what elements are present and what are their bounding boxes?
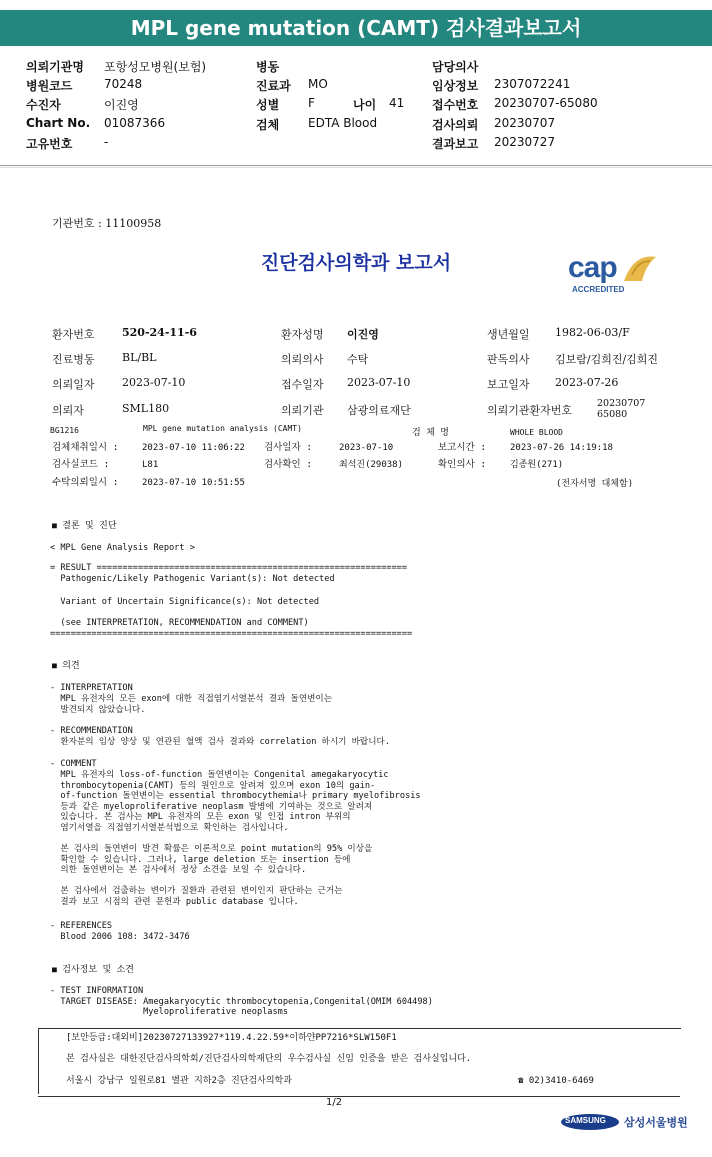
- header-label: 병동: [256, 60, 280, 74]
- test-detail-value: 2023-07-26 14:19:18: [510, 443, 613, 453]
- patient-label: 의뢰기관: [281, 404, 324, 417]
- header-value: -: [104, 135, 109, 149]
- header-label-age: 나이: [353, 98, 377, 112]
- interpretation-heading: - INTERPRETATION: [50, 683, 133, 693]
- test-detail-value: 2023-07-10 10:51:55: [142, 478, 245, 488]
- recommendation-line: 환자분의 임상 양상 및 연관된 혈액 검사 결과와 correlation 하시기 바랍니다.: [50, 737, 391, 747]
- patient-label: 의뢰의사: [281, 353, 324, 366]
- test-detail-value: L81: [142, 460, 159, 470]
- patient-label: 환자성명: [281, 328, 324, 341]
- header-label: 수진자: [26, 98, 61, 112]
- patient-label: 의뢰기관환자번호: [487, 404, 573, 417]
- header-value: 이진영: [104, 98, 139, 112]
- test-detail-value: 최석진(29038): [339, 460, 404, 470]
- header-label: 검사의뢰: [432, 118, 479, 132]
- comment-line: MPL 유전자의 loss-of-function 돌연변이는 Congenital amegakaryocytic: [50, 770, 389, 780]
- comment-line: 확인할 수 있습니다. 그러나, large deletion 또는 insertion 등에: [50, 854, 351, 865]
- header-label: 병원코드: [26, 79, 73, 93]
- comment-line: 본 검사에서 검출하는 변이가 질환과 관련된 변이인지 판단하는 근거는: [50, 886, 343, 896]
- patient-label: 접수일자: [281, 378, 324, 391]
- header-value: 20230707-65080: [494, 96, 598, 110]
- test-detail-label: 검체채취일시 :: [52, 442, 119, 453]
- header-value: MO: [308, 77, 328, 91]
- test-detail-label: 검사일자 :: [264, 442, 313, 453]
- test-detail-label: 수탁의뢰일시 :: [52, 477, 119, 488]
- patient-value: 삼광의료재단: [347, 404, 411, 417]
- header-divider-shadow: [0, 167, 712, 168]
- header-label: 결과보고: [432, 137, 479, 151]
- samsung-logo-text: SAMSUNG: [565, 1116, 606, 1125]
- comment-line: 의한 돌연변이는 본 검사에서 정상 소견을 보일 수 있습니다.: [50, 865, 307, 875]
- header-label: 고유번호: [26, 137, 73, 151]
- page-number: 1/2: [326, 1097, 343, 1108]
- header-label: 임상정보: [432, 79, 479, 93]
- hospital-name: 삼성서울병원: [624, 1116, 688, 1129]
- test-name: MPL gene mutation analysis (CAMT): [143, 424, 302, 433]
- header-label: 성별: [256, 98, 280, 112]
- test-detail-label: 검사실코드 :: [52, 459, 110, 470]
- reference-line: Blood 2006 108: 3472-3476: [50, 932, 190, 942]
- test-code: BG1216: [50, 426, 79, 435]
- comment-line: of-function 돌연변이는 essential thrombocythemia나 primary myelofibrosis: [50, 791, 421, 801]
- header-label: 접수번호: [432, 98, 479, 112]
- patient-label: 판독의사: [487, 353, 530, 366]
- header-label: 의뢰기관명: [26, 60, 84, 74]
- test-detail-label: 검사확인 :: [264, 459, 313, 470]
- header-value: 포항성모병원(보험): [104, 60, 207, 74]
- patient-value: BL/BL: [122, 351, 157, 364]
- patient-value: 김보람/김희진/김희진: [555, 353, 659, 366]
- test-information-line: - TEST INFORMATION: [50, 986, 144, 996]
- report-banner: MPL gene mutation (CAMT) 검사결과보고서: [0, 10, 712, 46]
- patient-value: 2023-07-10: [122, 376, 186, 389]
- header-value: 20230727: [494, 135, 556, 149]
- interpretation-line: MPL 유전자의 모든 exon에 대한 직접염기서열분석 결과 돌연변이는: [50, 694, 333, 704]
- patient-value: 2023-07-10: [347, 376, 411, 389]
- comment-line: 본 검사의 돌연변이 발견 확률은 이론적으로 point mutation의 95% 이상을: [50, 844, 373, 854]
- result-line: (see INTERPRETATION, RECOMMENDATION and COMMENT): [50, 618, 309, 628]
- result-line: ======================================================================: [50, 629, 413, 639]
- square-bullet-icon: ■: [52, 965, 57, 974]
- test-detail-label: 보고시간 :: [438, 442, 487, 453]
- section-conclusion-title: 결론 및 진단: [62, 521, 117, 531]
- test-information-line: TARGET DISEASE: Amegakaryocytic thrombocytopenia,Congenital(OMIM 604498): [50, 996, 433, 1007]
- section-opinion-heading: [52, 661, 80, 672]
- header-divider: [0, 165, 712, 166]
- section-conclusion-heading: [52, 521, 117, 532]
- test-detail-value: 2023-07-10: [339, 443, 394, 453]
- comment-line: thrombocytopenia(CAMT) 등의 원인으로 알려져 있으며 exon 10의 gain-: [50, 780, 376, 791]
- cap-logo-mark: [620, 251, 660, 285]
- specimen-value: WHOLE BLOOD: [510, 428, 563, 437]
- header-label: 담당의사: [432, 60, 479, 74]
- phone-text: ☎ 02)3410-6469: [518, 1076, 594, 1086]
- header-value: 01087366: [104, 116, 166, 130]
- header-value: 2307072241: [494, 77, 571, 91]
- header-value: EDTA Blood: [308, 116, 378, 130]
- patient-value: SML180: [122, 402, 170, 415]
- header-label: 진료과: [256, 79, 291, 93]
- comment-heading: - COMMENT: [50, 759, 97, 769]
- result-line: Variant of Uncertain Significance(s): Not detected: [50, 597, 320, 607]
- header-value-age: 41: [389, 96, 405, 110]
- header-value: 20230707: [494, 116, 556, 130]
- footer-divider: [38, 1096, 680, 1097]
- patient-label: 의뢰일자: [52, 378, 95, 391]
- patient-label: 생년월일: [487, 328, 530, 341]
- comment-line: 염기서열을 직접염기서열분석법으로 확인하는 검사입니다.: [50, 822, 289, 833]
- comment-line: 결과 보고 시점의 관련 문헌과 public database 입니다.: [50, 896, 299, 907]
- patient-label: 진료병동: [52, 353, 95, 366]
- patient-value: 2023070765080: [597, 398, 646, 420]
- header-value: 70248: [104, 77, 143, 91]
- result-line: = RESULT ============================================================: [50, 563, 407, 573]
- patient-value: 1982-06-03/F: [555, 326, 630, 339]
- institution-number: 기관번호 : 11100958: [52, 217, 162, 230]
- comment-line: 있습니다. 본 검사는 MPL 유전자의 모든 exon 및 인접 intron 부위의: [50, 812, 351, 822]
- square-bullet-icon: ■: [52, 661, 57, 670]
- section-testinfo-heading: [52, 965, 134, 976]
- test-information-line: Myeloproliferative neoplasms: [50, 1007, 288, 1017]
- patient-label: 의뢰자: [52, 404, 84, 417]
- header-label: 검체: [256, 118, 280, 132]
- references-heading: - REFERENCES: [50, 921, 113, 931]
- section-testinfo-title: 검사정보 및 소견: [62, 965, 134, 975]
- test-detail-value: 김종원(271): [510, 460, 564, 470]
- certification-text: 본 검사실은 대한진단검사의학회/진단검사의학재단의 우수검사실 신임 인증을 받은 검사실입니다.: [66, 1054, 472, 1064]
- patient-value: 수탁: [347, 353, 369, 366]
- test-detail-label: 확인의사 :: [438, 459, 487, 470]
- result-line: Pathogenic/Likely Pathogenic Variant(s): Not detected: [50, 574, 335, 584]
- header-label: Chart No.: [26, 116, 91, 130]
- patient-value: 2023-07-26: [555, 376, 619, 389]
- section-opinion-title: 의견: [62, 661, 80, 671]
- patient-label: 환자번호: [52, 328, 95, 341]
- patient-value: 520-24-11-6: [122, 326, 197, 339]
- interpretation-line: 발견되지 않았습니다.: [50, 704, 146, 715]
- report-title: 진단검사의학과 보고서: [260, 252, 452, 274]
- specimen-label: 검 체 명: [412, 428, 449, 438]
- cap-logo-text: cap: [568, 251, 617, 284]
- security-line: [보안등급:대외비]20230727133927*119.4.22.59*이하얀PP7216*SLW150F1: [66, 1033, 397, 1043]
- test-detail-value: 2023-07-10 11:06:22: [142, 443, 245, 453]
- result-line: < MPL Gene Analysis Report >: [50, 543, 195, 553]
- patient-label: 보고일자: [487, 378, 530, 391]
- square-bullet-icon: ■: [52, 521, 57, 530]
- recommendation-heading: - RECOMMENDATION: [50, 726, 133, 736]
- cap-accredited-logo: [566, 251, 662, 299]
- comment-line: 등과 같은 myeloproliferative neoplasm 발병에 기여하는 것으로 알려져: [50, 801, 373, 812]
- header-value: F: [308, 96, 315, 110]
- patient-value: 이진영: [347, 328, 379, 341]
- cap-logo-sub: ACCREDITED: [572, 285, 625, 294]
- address-text: 서울시 강남구 일원로81 별관 지하2층 진단검사의학과: [66, 1076, 292, 1086]
- esign-note: (전자서명 대체함): [556, 479, 634, 489]
